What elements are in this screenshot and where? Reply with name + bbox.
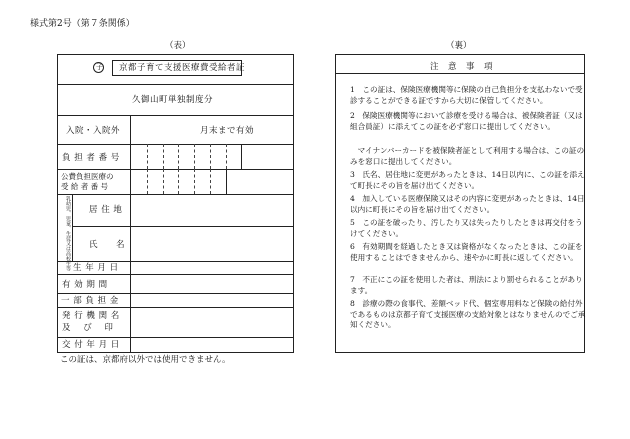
back-side-label: （裏）: [446, 41, 472, 51]
birth-label: 生 年 月 日: [73, 263, 119, 273]
note-2: 2 保険医療機関等において診療を受ける場合は、被保険者証（又は組合員証）に添えてこの証を必ず窓口に提出してください。: [350, 111, 583, 131]
emblem-glyph: 子: [96, 63, 103, 71]
copay-label: 一 部 負 担 金: [61, 296, 119, 306]
note-1: 1 この証は、保険医療機関等に保険の自己負担分を支払わないで受診することができる証ですから大切に保管してください。: [350, 85, 583, 105]
note-3: 3 氏名、居住地に変更があったときは、14日以内に、この証を添えて町長にその旨を届け出てください。: [350, 170, 585, 190]
back-title: 注 意 事 項: [430, 62, 494, 72]
footer-note: この証は、京都府以外では使用できません。: [60, 355, 231, 365]
note-2b: マイナンバーカードを被保険者証として利用する場合は、この証のみを窓口に提出してください。: [350, 146, 585, 166]
kouhi-label-1: 公費負担医療の: [61, 172, 114, 181]
address-label: 居 住 地: [89, 205, 123, 215]
form-number: 様式第2号（第７条関係）: [30, 19, 135, 29]
kouhi-label-2: 受 給 者 番 号: [61, 182, 109, 191]
issue-date-label: 交 付 年 月 日: [62, 340, 120, 350]
nyuin-value: 月末まで有効: [200, 126, 255, 136]
front-title: 京都子育て支援医療費受給者証: [119, 63, 246, 73]
issuer-label-2: 及 び 印: [62, 323, 114, 333]
valid-label: 有 効 期 間: [62, 280, 108, 290]
municipality: 久御山町単独制度分: [132, 95, 214, 105]
issuer-label-1: 発 行 機 関 名: [62, 311, 120, 321]
nyuin-label: 入院・入院外: [66, 126, 121, 136]
side-group-label: 乳幼児、児童、生徒又は高校生等: [65, 196, 71, 271]
front-side-label: （表）: [165, 41, 191, 51]
note-4: 4 加入している医療保険又はその内容に変更があったときは、14日以内に町長にその旨を届け出てください。: [350, 194, 585, 214]
note-6: 6 有効期間を経過したとき又は資格がなくなったときは、この証を使用することはできませんから、速やかに町長に返してください。: [350, 242, 583, 262]
note-7: 7 不正にこの証を使用した者は、刑法により罰せられることがあります。: [350, 275, 583, 295]
note-8: 8 診療の際の食事代、差額ベッド代、個室専用料など保険の給付外であるものは京都子育て支援医療の支給対象とはなりませんのでご承知ください。: [350, 299, 586, 329]
name-label: 氏 名: [89, 240, 126, 250]
futan-label: 負 担 者 番 号: [62, 153, 120, 163]
note-5: 5 この証を破ったり、汚したり又は失ったりしたときは再交付をうけてください。: [350, 218, 583, 238]
